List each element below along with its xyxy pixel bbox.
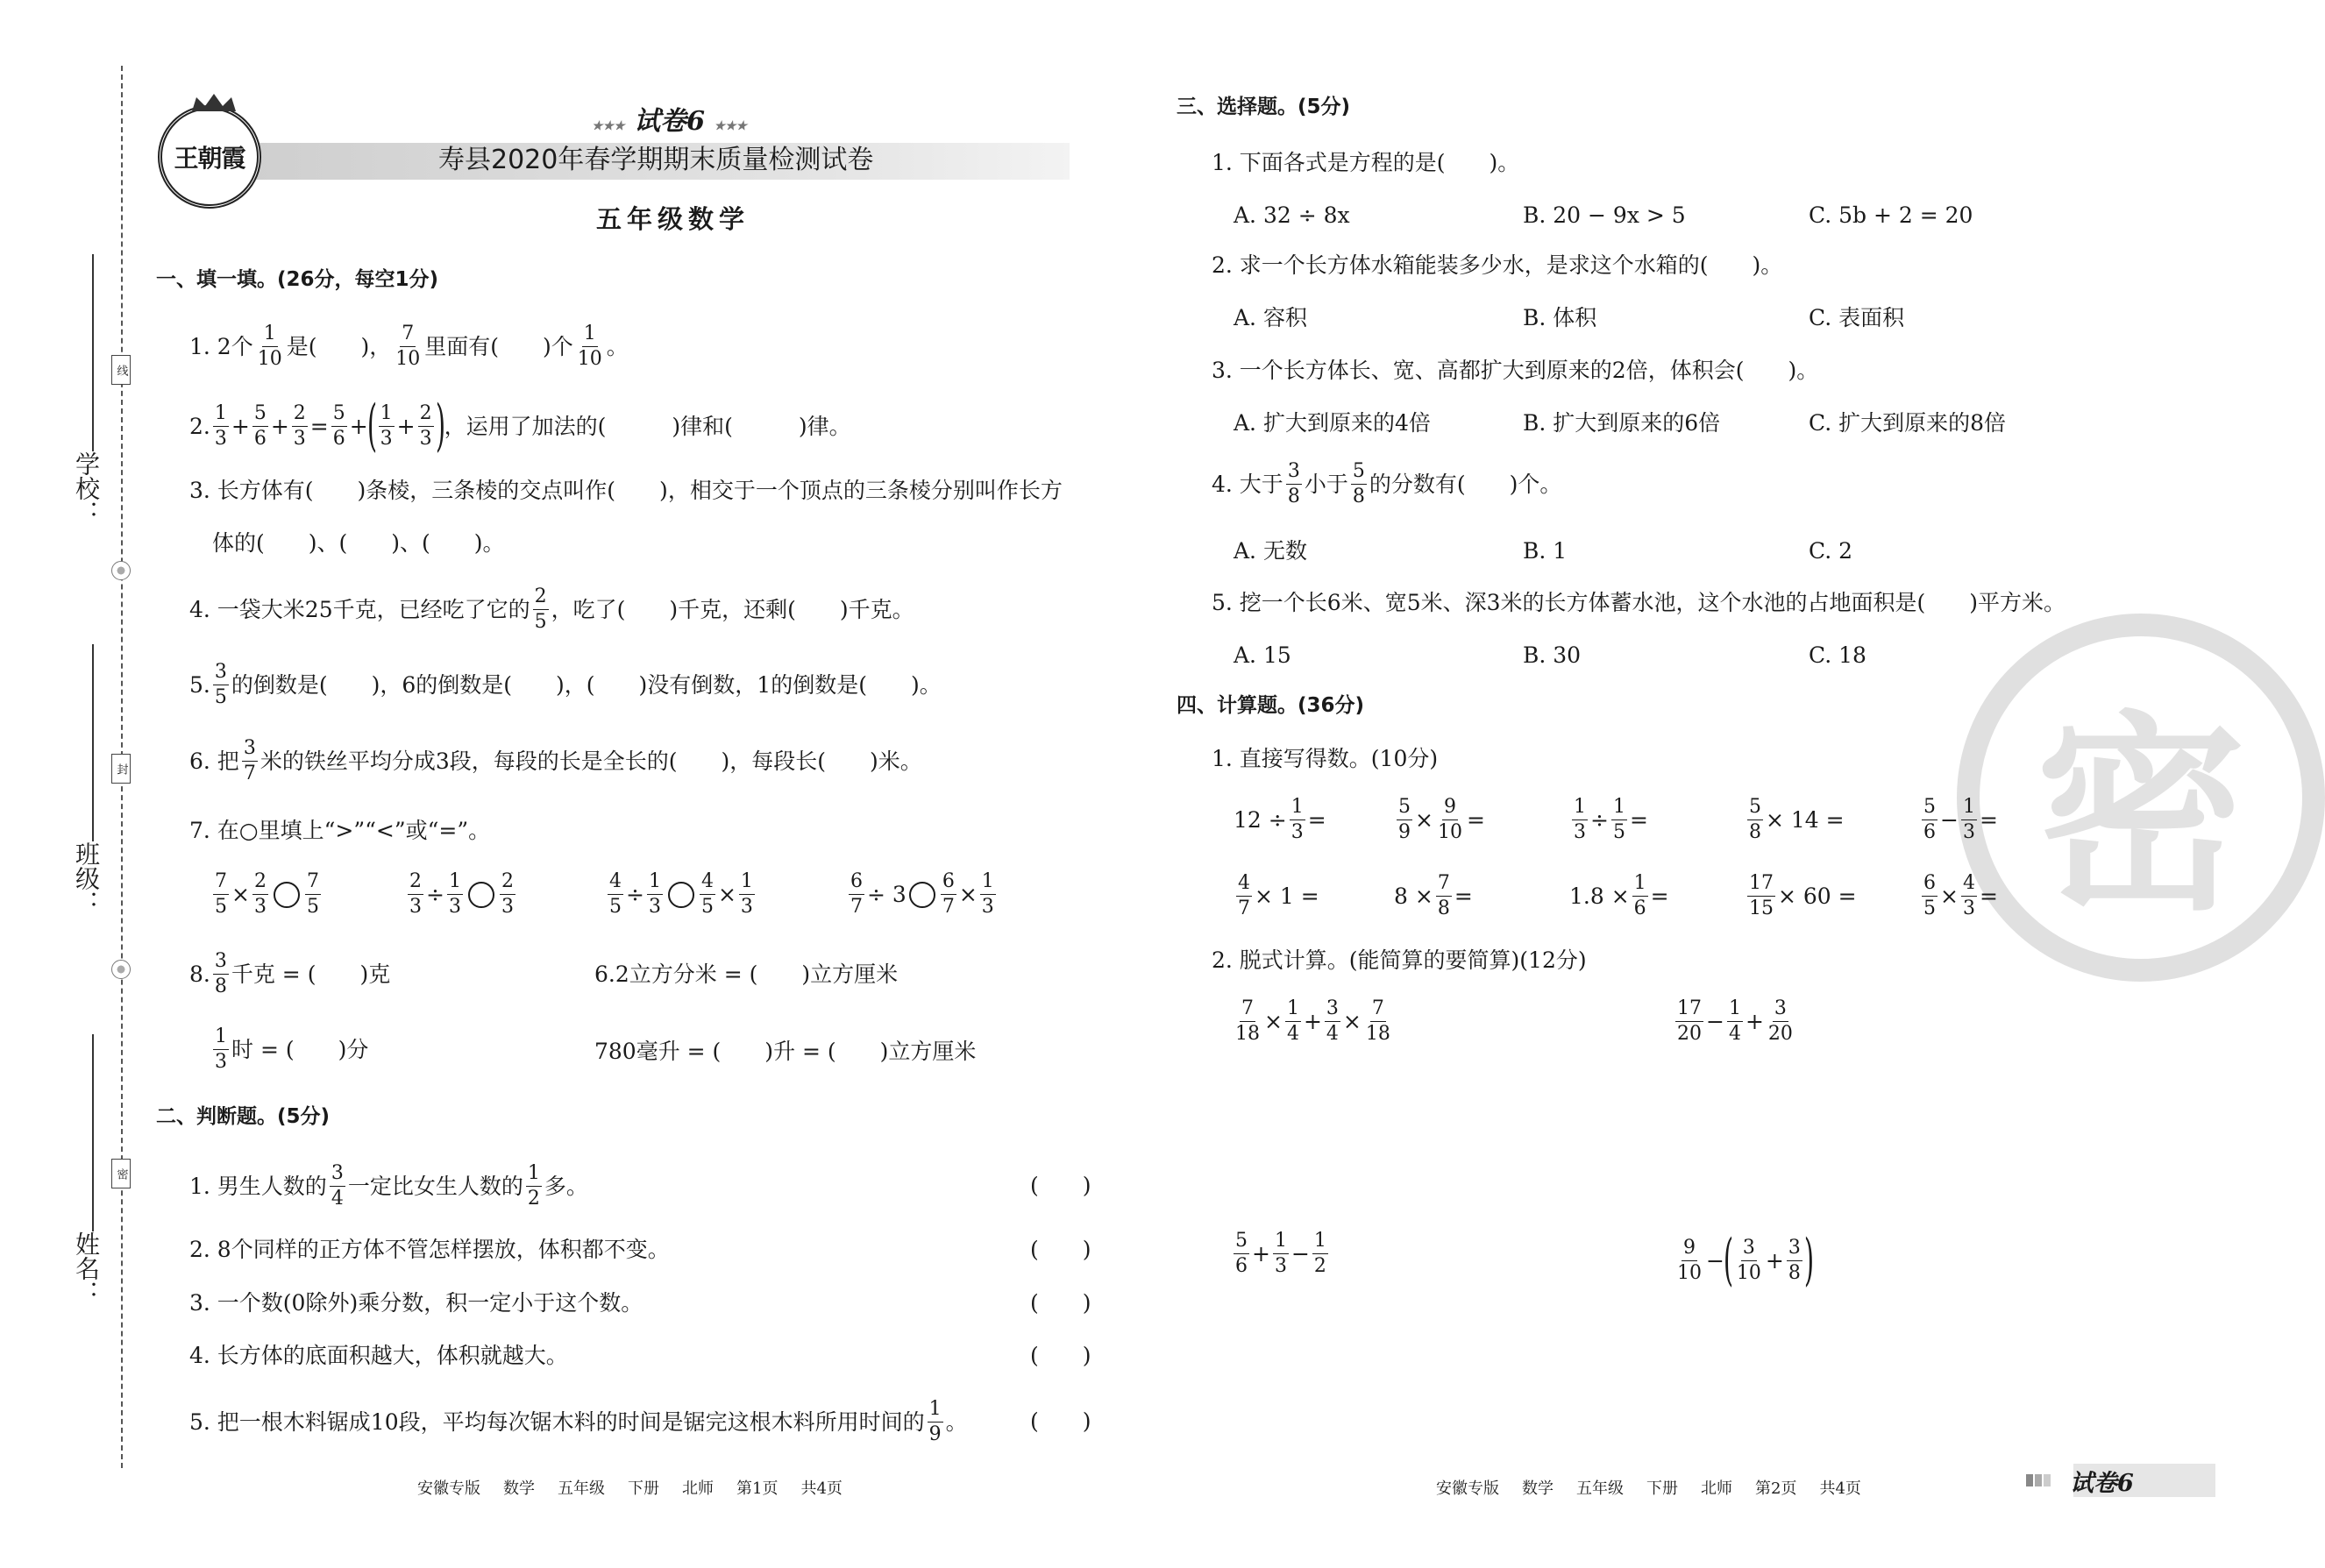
s4-q2: 2. 脱式计算。(能简算的要简算)(12分) <box>1212 947 1587 973</box>
mental-math-item: $\frac{1}{3}$ ÷ $\frac{1}{5}$ = <box>1574 796 1648 843</box>
compare-circle[interactable] <box>468 882 494 908</box>
s3-q3: 3. 一个长方体长、宽、高都扩大到原来的2倍，体积会( )。 <box>1212 358 1819 383</box>
mental-math-item: 8 × $\frac{7}{8}$ = <box>1394 872 1473 919</box>
s3-q3-c: C. 扩大到原来的8倍 <box>1809 410 2007 436</box>
section4-title: 四、计算题。(36分) <box>1177 694 1365 717</box>
s3-q1: 1. 下面各式是方程的是( )。 <box>1212 150 1520 175</box>
binding-hole-icon <box>111 561 131 580</box>
s3-q2-b: B. 体积 <box>1523 305 1597 330</box>
school-label: 学校： <box>72 451 101 525</box>
s3-q2-a: A. 容积 <box>1234 305 1307 330</box>
mental-math-item: $\frac{5}{6}$ − $\frac{1}{3}$ = <box>1923 796 1998 843</box>
s2-q5: 5. 把一根木料锯成10段，平均每次锯木料的时间是锯完这根木料所用时间的 $\frac{1}{9}$ 。 <box>189 1398 968 1445</box>
footer-badge-text: 试卷6 <box>2070 1469 2134 1497</box>
logo-crown-icon <box>192 94 236 111</box>
class-label: 班级： <box>72 841 101 915</box>
seal-line-mark: 线 <box>111 355 131 385</box>
s1-q7: 7. 在○里填上“>”“<”或“=”。 <box>189 818 491 843</box>
s3-q1-c: C. 5b + 2 = 20 <box>1809 202 1973 228</box>
s3-q1-a: A. 32 ÷ 8x <box>1234 202 1350 228</box>
name-label: 姓名： <box>72 1231 101 1305</box>
s2-answer-paren[interactable]: ( ) <box>1030 1173 1091 1198</box>
mental-math-item: 1.8 × $\frac{1}{6}$ = <box>1569 872 1669 919</box>
s1-q1: 1. 2个 $\frac{1}{10}$ 是( )， $\frac{7}{10}$ 里面有( )个 $\frac{1}{10}$ 。 <box>189 323 629 370</box>
section1-title: 一、填一填。(26分，每空1分) <box>156 268 439 291</box>
stars-right: ★★★ <box>714 119 748 133</box>
watermark-text: 密 <box>2035 692 2246 939</box>
paper-badge <box>592 106 748 137</box>
s2-q2: 2. 8个同样的正方体不管怎样摆放，体积都不变。 <box>189 1237 670 1262</box>
compare-item: $\frac{7}{5}$ × $\frac{2}{3}$ $\frac{7}{5}$ <box>215 870 319 918</box>
compare-item: $\frac{4}{5}$ ÷ $\frac{1}{3}$ $\frac{4}{5}$ × $\frac{1}{3}$ <box>609 870 753 918</box>
s1-q8-b: 6.2立方分米 = ( )立方厘米 <box>594 961 899 987</box>
s1-q2: 2. $\frac{1}{3}$ + $\frac{5}{6}$ + $\frac{2}{3}$ = $\frac{5}{6}$ + ( $\frac{1}{3}$ + $\frac{2}{3}$ ) ，运用了加法的( )律和( )律。 <box>189 394 851 458</box>
s2-answer-paren[interactable]: ( ) <box>1030 1408 1091 1434</box>
section2-title: 二、判断题。(5分) <box>156 1105 331 1128</box>
step-calc-item: $\frac{7}{18}$ × $\frac{1}{4}$ + $\frac{3}{4}$ × $\frac{7}{18}$ <box>1235 997 1390 1045</box>
seal-secret-mark: 密 <box>111 1159 131 1188</box>
step-calc-item: $\frac{17}{20}$ − $\frac{1}{4}$ + $\frac{3}{20}$ <box>1677 997 1793 1045</box>
binding-hole-icon <box>111 960 131 979</box>
step-calc-item: $\frac{9}{10}$ − ( $\frac{3}{10}$ + $\frac{3}{8}$ ) <box>1677 1228 1814 1293</box>
s4-q1: 1. 直接写得数。(10分) <box>1212 746 1439 771</box>
exam-title: 寿县2020年春学期期末质量检测试卷 <box>438 145 874 175</box>
s2-q4: 4. 长方体的底面积越大，体积就越大。 <box>189 1343 568 1368</box>
s2-answer-paren[interactable]: ( ) <box>1030 1290 1091 1316</box>
s3-q5-a: A. 15 <box>1234 642 1291 668</box>
s3-q5: 5. 挖一个长6米、宽5米、深3米的长方体蓄水池，这个水池的占地面积是( )平方米。 <box>1212 590 2066 615</box>
s2-answer-paren[interactable]: ( ) <box>1030 1343 1091 1368</box>
s1-q8-d: 780毫升 = ( )升 = ( )立方厘米 <box>594 1039 977 1064</box>
compare-circle[interactable] <box>668 882 694 908</box>
footer-badge-squares-icon <box>2026 1474 2051 1486</box>
s1-q8-a: 8. $\frac{3}{8}$ 千克 = ( )克 <box>189 950 391 997</box>
s2-answer-paren[interactable]: ( ) <box>1030 1237 1091 1262</box>
logo-text: 王朝霞 <box>174 144 245 173</box>
section3-title: 三、选择题。(5分) <box>1177 96 1351 118</box>
fraction: $\frac{1}{10}$ <box>257 323 282 370</box>
step-calc-item: $\frac{5}{6}$ + $\frac{1}{3}$ − $\frac{1}{2}$ <box>1235 1230 1326 1277</box>
s3-q4: 4. 大于 $\frac{3}{8}$ 小于 $\frac{5}{8}$ 的分数有( )个。 <box>1212 460 1562 507</box>
subject-title: 五年级数学 <box>596 204 750 234</box>
s1-q3-line1: 3. 长方体有( )条棱，三条棱的交点叫作( )，相交于一个顶点的三条棱分别叫作长方 <box>189 478 1063 503</box>
mental-math-item: $\frac{17}{15}$ × 60 = <box>1749 872 1857 919</box>
school-underline <box>92 254 94 451</box>
logo <box>158 105 261 209</box>
s3-q4-b: B. 1 <box>1523 538 1568 564</box>
fraction: $\frac{7}{10}$ <box>395 323 421 370</box>
mental-math-item: $\frac{5}{9}$ × $\frac{9}{10}$ = <box>1398 796 1485 843</box>
s3-q1-b: B. 20 − 9x > 5 <box>1523 202 1686 228</box>
s1-q8-c: $\frac{1}{3}$ 时 = ( )分 <box>215 1025 369 1073</box>
stars-left: ★★★ <box>592 119 625 133</box>
footer-badge <box>2021 1464 2215 1497</box>
compare-circle[interactable] <box>274 882 300 908</box>
mental-math-item: $\frac{4}{7}$ × 1 = <box>1238 872 1319 919</box>
s2-q3: 3. 一个数(0除外)乘分数，积一定小于这个数。 <box>189 1290 643 1316</box>
s1-q4: 4. 一袋大米25千克，已经吃了它的 $\frac{2}{5}$ ，吃了( )千克，还剩( )千克。 <box>189 585 914 633</box>
compare-item: $\frac{2}{3}$ ÷ $\frac{1}{3}$ $\frac{2}{3}$ <box>409 870 514 918</box>
s3-q3-b: B. 扩大到原来的6倍 <box>1523 410 1721 436</box>
s3-q4-c: C. 2 <box>1809 538 1853 564</box>
fraction: $\frac{1}{10}$ <box>577 323 602 370</box>
s3-q2-c: C. 表面积 <box>1809 305 1905 330</box>
class-underline <box>92 644 94 841</box>
seal-seal-mark: 封 <box>111 754 131 784</box>
footer-right: 安徽专版 数学 五年级 下册 北师 第2页 共4页 <box>1436 1479 1861 1498</box>
s3-q4-a: A. 无数 <box>1234 538 1307 564</box>
s3-q5-b: B. 30 <box>1523 642 1582 668</box>
paper-number: 试卷6 <box>634 106 705 137</box>
compare-item: $\frac{6}{7}$ ÷ 3 $\frac{6}{7}$ × $\frac{1}{3}$ <box>850 870 994 918</box>
s1-q5: 5. $\frac{3}{5}$ 的倒数是( )，6的倒数是( )，( )没有倒数，1的倒数是( )。 <box>189 661 942 708</box>
mental-math-item: 12 ÷ $\frac{1}{3}$ = <box>1234 796 1326 843</box>
s3-q3-a: A. 扩大到原来的4倍 <box>1234 410 1431 436</box>
s2-q1: 1. 男生人数的 $\frac{3}{4}$ 一定比女生人数的 $\frac{1}{2}$ 多。 <box>189 1162 588 1210</box>
compare-circle[interactable] <box>909 882 935 908</box>
s1-q6: 6. 把 $\frac{3}{7}$ 米的铁丝平均分成3段，每段的长是全长的( )，每段长( )米。 <box>189 737 922 784</box>
footer-left: 安徽专版 数学 五年级 下册 北师 第1页 共4页 <box>417 1479 843 1498</box>
name-underline <box>92 1034 94 1231</box>
s1-q3-line2: 体的( )、( )、( )。 <box>212 530 505 556</box>
s3-q2: 2. 求一个长方体水箱能装多少水，是求这个水箱的( )。 <box>1212 252 1783 278</box>
mental-math-item: $\frac{6}{5}$ × $\frac{4}{3}$ = <box>1923 872 1998 919</box>
s3-q5-c: C. 18 <box>1809 642 1866 668</box>
mental-math-item: $\frac{5}{8}$ × 14 = <box>1749 796 1845 843</box>
